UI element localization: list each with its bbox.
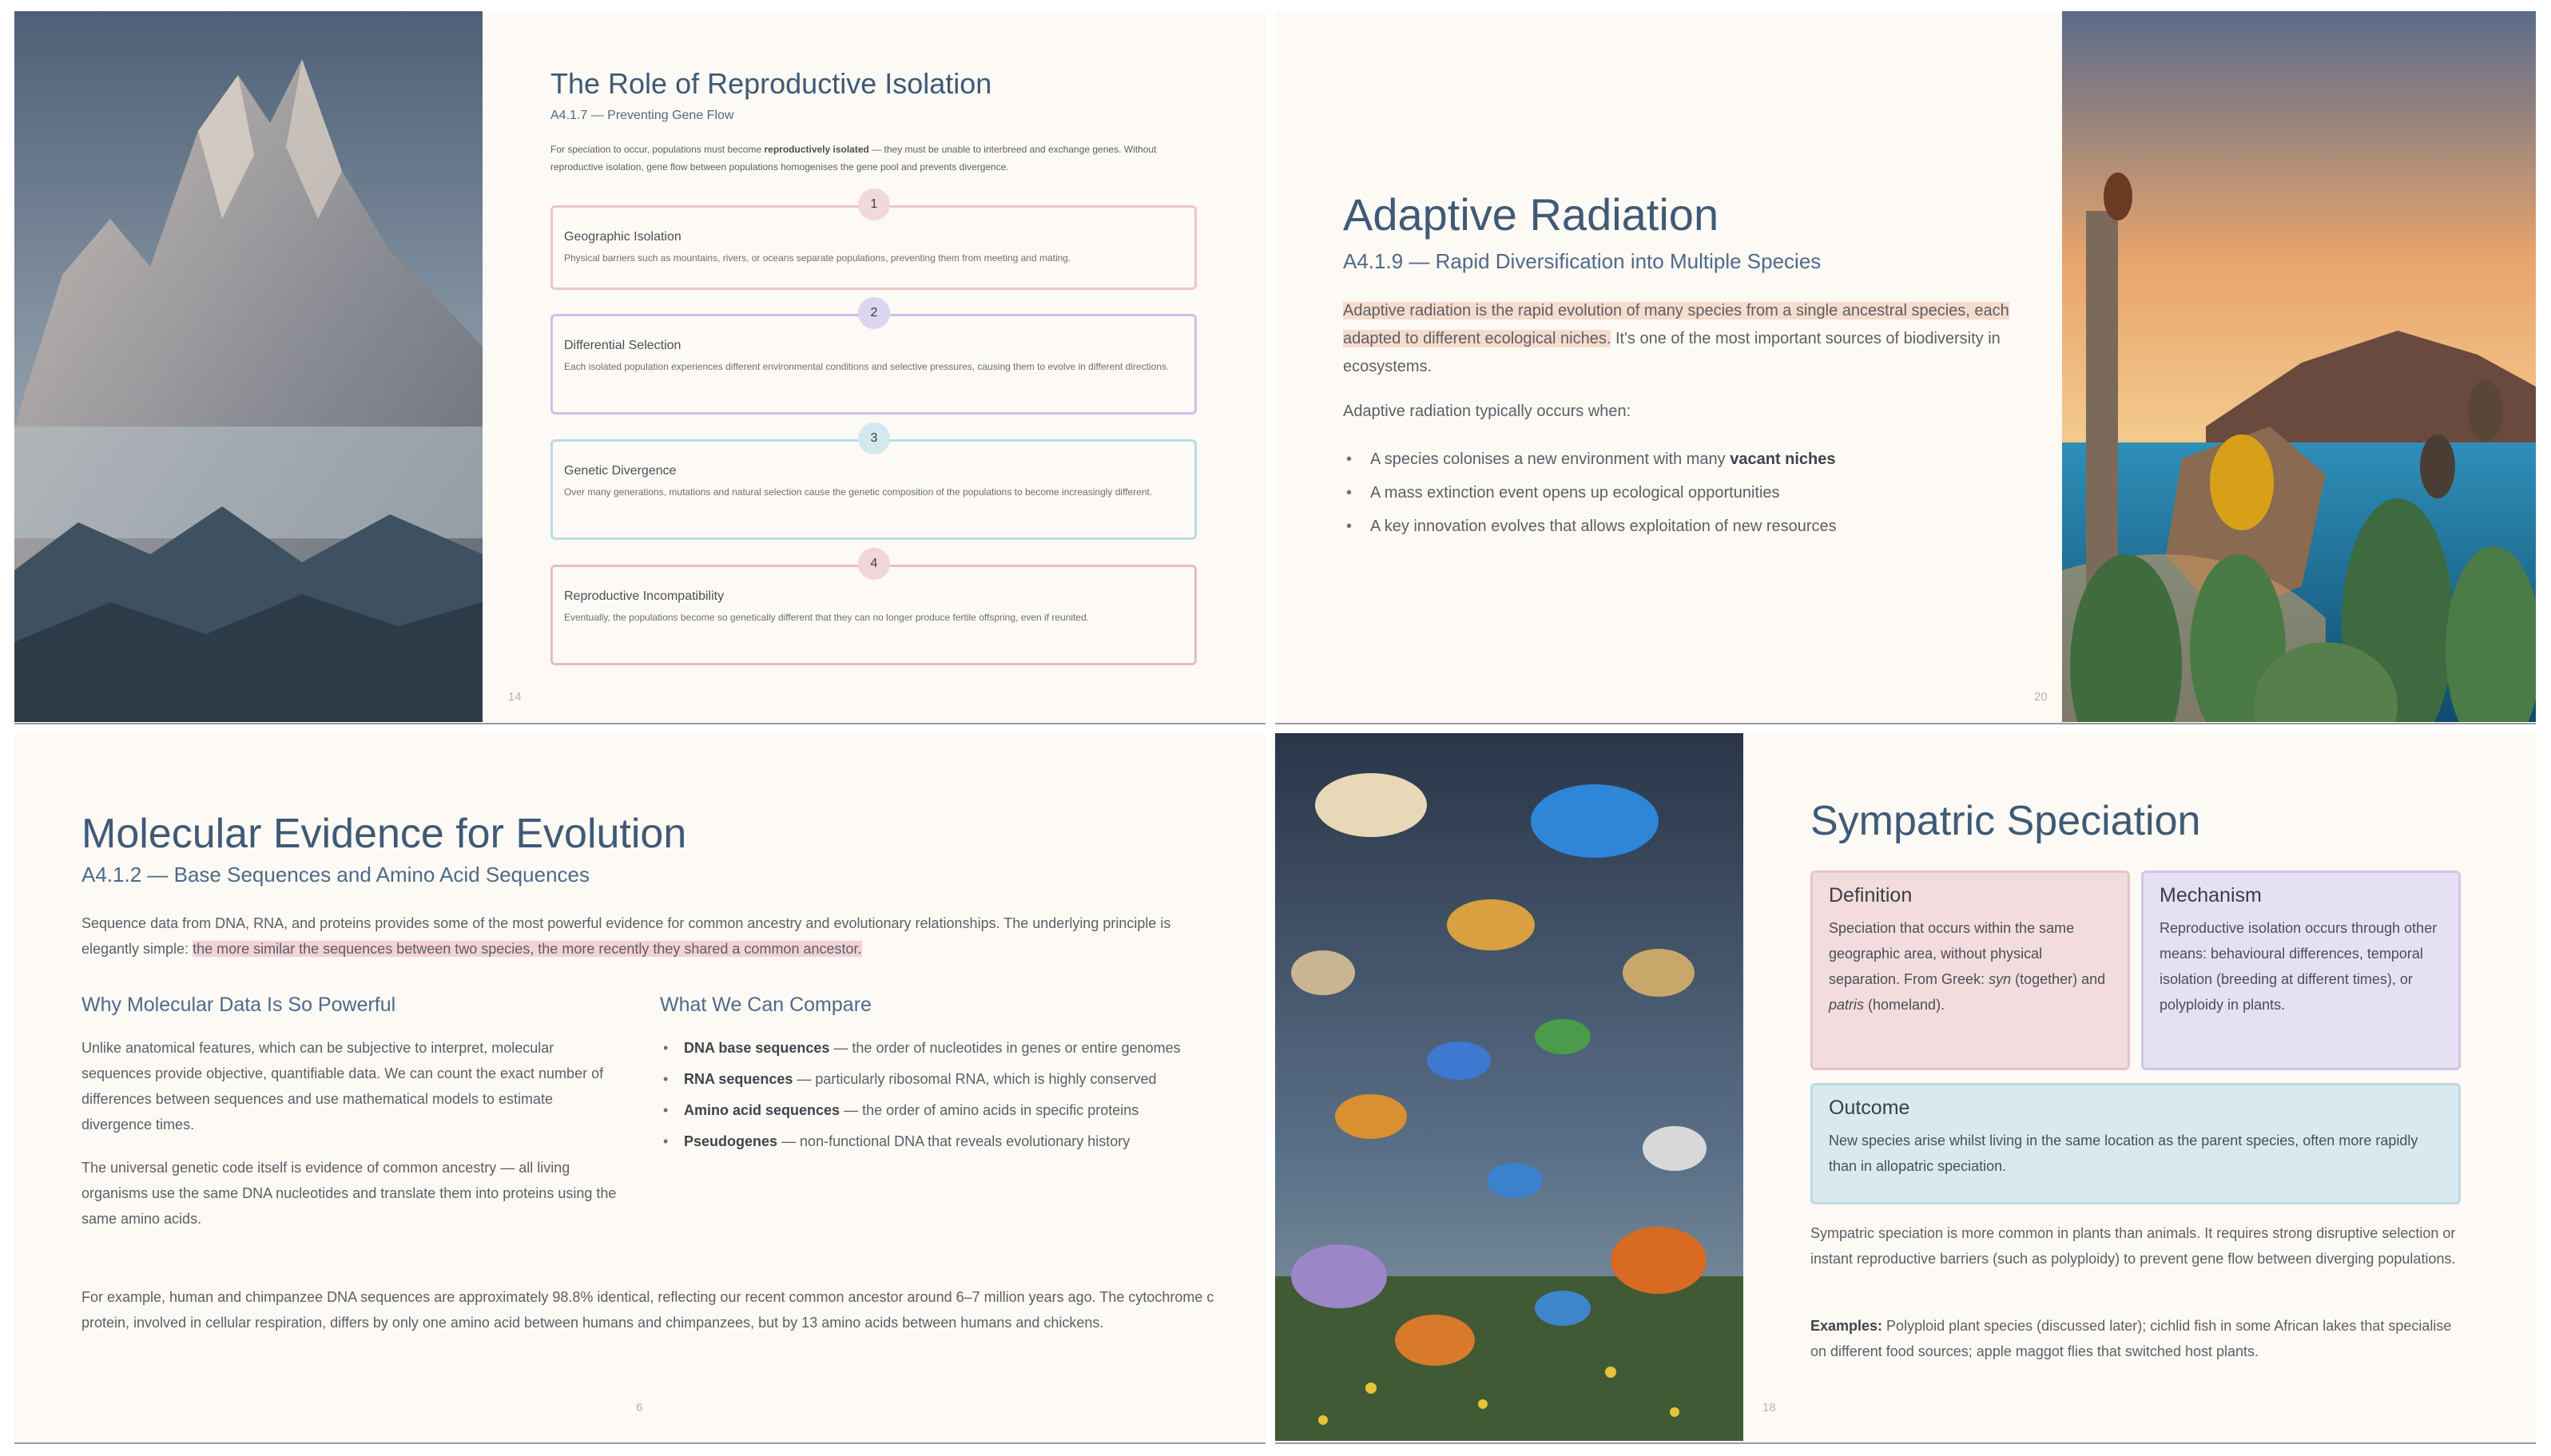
highlighted-definition: Adaptive radiation is the rapid evolution of many species from a single ancestral species, each adapted to different ecological niches. bbox=[1343, 302, 2009, 347]
step-title: Differential Selection bbox=[564, 339, 681, 352]
list-item: • A key innovation evolves that allows exploitation of new resources bbox=[1343, 510, 2030, 543]
slide-title: Adaptive Radiation bbox=[1343, 189, 1719, 240]
step-card-reproductive-incompatibility bbox=[550, 557, 1197, 665]
slide-title: Sympatric Speciation bbox=[1810, 798, 2201, 844]
intro-paragraph: For speciation to occur, populations must become reproductively isolated — they must be unable to interbreed and exchange genes. Without reproductive isolation, gene flow between populations homogenises the gene pool and prevents divergence. bbox=[550, 144, 1157, 173]
slide-divider bbox=[1275, 723, 2536, 724]
step-card-geographic-isolation bbox=[550, 197, 1197, 290]
card-heading: Outcome bbox=[1829, 1097, 1910, 1119]
slide-subtitle: A4.1.9 — Rapid Diversification into Multiple Species bbox=[1343, 249, 1822, 273]
step-card-differential-selection bbox=[550, 306, 1197, 415]
list-item: • A mass extinction event opens up ecological opportunities bbox=[1343, 476, 2030, 510]
step-number: 3 bbox=[858, 423, 890, 454]
example-paragraph: For example, human and chimpanzee DNA sequences are approximately 98.8% identical, reflecting our recent common ancestor around 6–7 million years ago. The cytochrome c protein, involved in cellular respiration, differs by only one amino acid between humans and chimpanzees, but by 13 amino acids between humans and chickens. bbox=[81, 1289, 1214, 1331]
outcome-card bbox=[1810, 1083, 2461, 1204]
left-paragraph-2: The universal genetic code itself is evidence of common ancestry — all living organisms use the same DNA nucleotides and translate them into proteins using the same amino acids. bbox=[81, 1160, 617, 1227]
slide-subtitle: A4.1.2 — Base Sequences and Amino Acid Sequences bbox=[81, 863, 590, 887]
step-number: 1 bbox=[858, 188, 890, 220]
butterflies-photo bbox=[1275, 733, 1743, 1441]
step-number: 2 bbox=[858, 297, 890, 329]
slide-divider bbox=[14, 723, 1266, 724]
island-birds-photo bbox=[2062, 11, 2536, 722]
slide-title: The Role of Reproductive Isolation bbox=[550, 67, 992, 100]
lead-paragraph: Adaptive radiation typically occurs when: bbox=[1343, 403, 1631, 420]
compare-list bbox=[660, 1035, 1203, 1160]
slide-divider bbox=[14, 1442, 1266, 1444]
list-item: • A species colonises a new environment with many vacant niches bbox=[1343, 442, 2030, 476]
page-number: 18 bbox=[1762, 1401, 1776, 1414]
list-item: • DNA base sequences — the order of nucleotides in genes or entire genomes bbox=[660, 1035, 1203, 1061]
page-number: 6 bbox=[636, 1401, 643, 1414]
definition-paragraph: Adaptive radiation is the rapid evolution of many species from a single ancestral species, each adapted to different ecological niches. It's one of the most important sources of biodiversity in ecosystems. bbox=[1343, 302, 2009, 375]
slide-reproductive-isolation bbox=[14, 11, 1266, 722]
step-description: Over many generations, mutations and natural selection cause the genetic composition of the populations to become increasingly different. bbox=[564, 486, 1153, 498]
mountain-photo bbox=[14, 11, 483, 722]
slide-title: Molecular Evidence for Evolution bbox=[81, 811, 687, 857]
slide-molecular-evidence bbox=[14, 733, 1266, 1441]
definition-card bbox=[1810, 871, 2130, 1070]
conditions-list bbox=[1343, 442, 2030, 543]
list-item: • RNA sequences — particularly ribosomal RNA, which is highly conserved bbox=[660, 1066, 1203, 1092]
step-number: 4 bbox=[858, 548, 890, 580]
step-description: Physical barriers such as mountains, rivers, or oceans separate populations, preventing them from meeting and mating. bbox=[564, 252, 1071, 264]
slide-subtitle: A4.1.7 — Preventing Gene Flow bbox=[550, 109, 734, 122]
summary-paragraph: Sympatric speciation is more common in plants than animals. It requires strong disruptive selection or instant reproductive barriers (such as polyploidy) to prevent gene flow between diverging populations. bbox=[1810, 1225, 2456, 1267]
card-body: New species arise whilst living in the same location as the parent species, often more rapidly than in allopatric speciation. bbox=[1829, 1133, 2418, 1174]
slide-sympatric-speciation bbox=[1275, 733, 2536, 1441]
section-heading-left: Why Molecular Data Is So Powerful bbox=[81, 994, 396, 1016]
mechanism-card bbox=[2141, 871, 2461, 1070]
page-number: 20 bbox=[2034, 690, 2048, 704]
bold-term: reproductively isolated bbox=[764, 144, 869, 155]
card-heading: Definition bbox=[1829, 884, 1913, 907]
step-card-genetic-divergence bbox=[550, 431, 1197, 540]
intro-paragraph: Sequence data from DNA, RNA, and proteins provides some of the most powerful evidence for common ancestry and evolutionary relationships. The underlying principle is elegantly simple: the more similar the sequences between two species, the more recently they shared a common ancestor. bbox=[81, 915, 1171, 957]
step-description: Each isolated population experiences different environmental conditions and selective pressures, causing them to evolve in different directions. bbox=[564, 361, 1170, 372]
highlighted-principle: the more similar the sequences between two species, the more recently they shared a common ancestor. bbox=[193, 941, 862, 957]
slide-divider bbox=[1275, 1442, 2536, 1444]
card-heading: Mechanism bbox=[2160, 884, 2262, 907]
card-body: Reproductive isolation occurs through other means: behavioural differences, temporal isolation (breeding at different times), or polyploidy in plants. bbox=[2160, 920, 2438, 1013]
step-title: Genetic Divergence bbox=[564, 464, 677, 478]
slide-adaptive-radiation bbox=[1275, 11, 2536, 722]
step-title: Geographic Isolation bbox=[564, 230, 681, 244]
left-paragraph-1: Unlike anatomical features, which can be subjective to interpret, molecular sequences provide objective, quantifiable data. We can count the exact number of differences between sequences and use mathematical models to estimate divergence times. bbox=[81, 1040, 604, 1133]
list-item: • Amino acid sequences — the order of amino acids in specific proteins bbox=[660, 1097, 1203, 1123]
list-item: • Pseudogenes — non-functional DNA that reveals evolutionary history bbox=[660, 1129, 1203, 1154]
section-heading-right: What We Can Compare bbox=[660, 994, 872, 1016]
step-title: Reproductive Incompatibility bbox=[564, 589, 725, 603]
page-number: 14 bbox=[508, 690, 522, 704]
card-body: Speciation that occurs within the same geographic area, without physical separation. From Greek: syn (together) and patris (homeland). bbox=[1829, 920, 2106, 1013]
examples-paragraph: Examples: Polyploid plant species (discussed later); cichlid fish in some African lakes that specialise on different food sources; apple maggot flies that switched host plants. bbox=[1810, 1318, 2452, 1359]
step-description: Eventually, the populations become so genetically different that they can no longer produce fertile offspring, even if reunited. bbox=[564, 612, 1090, 623]
